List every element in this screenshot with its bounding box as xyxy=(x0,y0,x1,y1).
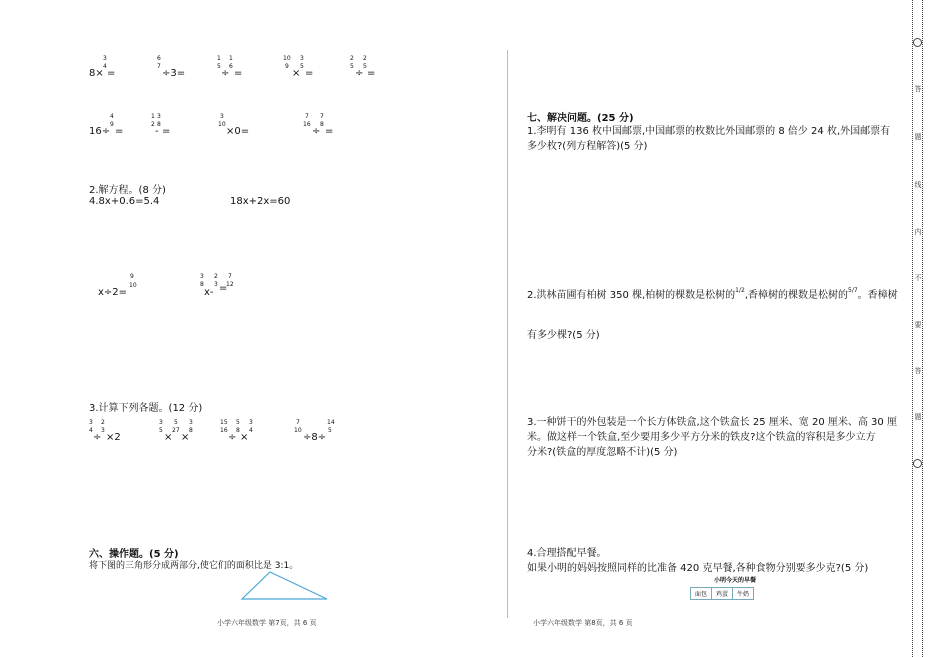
frac-num: 6 xyxy=(157,55,161,62)
frac-den: 16 xyxy=(303,121,311,128)
frac-num: 14 xyxy=(327,419,335,426)
expr-1-post: = xyxy=(107,68,116,79)
frac-den: 3 xyxy=(214,281,218,288)
frac-num: 10 xyxy=(283,55,291,62)
frac-num: 5 xyxy=(174,419,178,426)
frac-num: 7 xyxy=(305,113,309,120)
frac-den: 4 xyxy=(249,427,253,434)
left-footer: 小学六年级数学 第7页，共 6 页 xyxy=(217,619,317,627)
frac-den: 4 xyxy=(103,63,107,70)
problem-3-line-3: 分米?(铁盒的厚度忽略不计)(5 分) xyxy=(527,447,678,458)
p2-part-2: ,香樟树的棵数是松树的 xyxy=(744,290,849,301)
problem-2-line-1 xyxy=(527,286,898,301)
frac-den: 5 xyxy=(217,63,221,70)
table-row xyxy=(691,588,754,600)
frac-den: 4 xyxy=(89,427,93,434)
problem-3-line-1: 3.一种饼干的外包装是一个长方体铁盒,这个铁盒长 25 厘米、宽 20 厘米、高 30 厘 xyxy=(527,417,897,428)
frac-den: 9 xyxy=(110,121,114,128)
binding-hole xyxy=(913,38,922,47)
frac-den: 5 xyxy=(350,63,354,70)
frac-den: 10 xyxy=(294,427,302,434)
frac-num: 3 xyxy=(249,419,253,426)
op: × xyxy=(164,432,173,443)
frac-den: 9 xyxy=(285,63,289,70)
frac-den: 5 xyxy=(363,63,367,70)
frac-num: 1 xyxy=(229,55,233,62)
problem-1-line-2: 多少枚?(列方程解答)(5 分) xyxy=(527,141,648,152)
p2-part-1: 2.洪林苗圃有柏树 350 棵,柏树的棵数是松树的 xyxy=(527,290,736,301)
equation-4-eq: = xyxy=(219,283,228,294)
op: × xyxy=(240,432,249,443)
right-footer: 小学六年级数学 第8页，共 6 页 xyxy=(533,619,633,627)
q2-title: 2.解方程。(8 分) xyxy=(89,185,166,196)
frac-den: 5 xyxy=(300,63,304,70)
frac-num: 1 xyxy=(151,113,155,120)
frac-den: 10 xyxy=(129,282,137,289)
breakfast-item: 鸡蛋 xyxy=(712,588,733,600)
op: ÷8÷ xyxy=(303,432,327,443)
page-divider xyxy=(507,50,508,618)
expr-2-post: ÷3= xyxy=(162,68,186,79)
binding-char: 不 xyxy=(914,274,922,282)
p2-frac-1: 1/2 xyxy=(735,287,745,294)
frac-den: 3 xyxy=(101,427,105,434)
problem-4-line-2: 如果小明的妈妈按照同样的比准备 420 克早餐,各种食物分别要多少克?(5 分) xyxy=(527,563,869,574)
equation-4-x: x- xyxy=(204,287,214,298)
frac-num: 3 xyxy=(189,419,193,426)
expr-4-post: = xyxy=(305,68,314,79)
frac-den: 8 xyxy=(157,121,161,128)
binding-char: 线 xyxy=(914,181,922,189)
binding-char: 要 xyxy=(914,321,922,329)
binding-char: 答 xyxy=(914,85,922,93)
op: ÷ xyxy=(228,432,237,443)
expr-1-pre: 8× xyxy=(89,68,104,79)
frac-den: 27 xyxy=(172,427,180,434)
frac-num: 2 xyxy=(101,419,105,426)
op: ÷ xyxy=(93,432,102,443)
problem-3-line-2: 米。做这样一个铁盒,至少要用多少平方分米的铁皮?这个铁盒的容积是多少立方 xyxy=(527,432,876,443)
breakfast-table xyxy=(690,587,754,600)
frac-den: 5 xyxy=(328,427,332,434)
equation-3: x÷2= xyxy=(98,287,128,298)
frac-num: 15 xyxy=(220,419,228,426)
p2-part-3: 。香樟树 xyxy=(857,290,898,301)
frac-num: 2 xyxy=(214,273,218,280)
frac-den: 7 xyxy=(157,63,161,70)
frac-num: 3 xyxy=(200,273,204,280)
frac-num: 3 xyxy=(157,113,161,120)
expr-post: ×0= xyxy=(226,126,250,137)
op: ÷ xyxy=(355,68,364,79)
frac-num: 3 xyxy=(89,419,93,426)
expr-5-post: = xyxy=(367,68,376,79)
frac-num: 3 xyxy=(103,55,107,62)
frac-num: 7 xyxy=(320,113,324,120)
frac-den: 8 xyxy=(189,427,193,434)
frac-num: 5 xyxy=(236,419,240,426)
breakfast-title: 小明今天的早餐 xyxy=(714,577,757,584)
q7-title: 七、解决问题。(25 分) xyxy=(527,113,634,124)
frac-num: 4 xyxy=(110,113,114,120)
frac-den: 10 xyxy=(218,121,226,128)
op: × xyxy=(292,68,301,79)
expr-post: = xyxy=(325,126,334,137)
expr-post: = xyxy=(115,126,124,137)
binding-line-outer xyxy=(922,0,924,657)
frac-den: 8 xyxy=(200,281,204,288)
q3-title: 3.计算下列各题。(12 分) xyxy=(89,403,203,414)
equation-1: 4.8x+0.6=5.4 xyxy=(89,196,160,207)
breakfast-item: 面包 xyxy=(691,588,712,600)
binding-char: 内 xyxy=(914,228,922,236)
frac-num: 7 xyxy=(228,273,232,280)
expr-post: = xyxy=(162,126,171,137)
frac-num: 9 xyxy=(130,273,134,280)
q6-text: 将下图的三角形分成两部分,使它们的面积比是 3:1。 xyxy=(89,561,299,571)
equation-2: 18x+2x=60 xyxy=(230,196,291,207)
frac-num: 2 xyxy=(350,55,354,62)
binding-char: 答 xyxy=(914,367,922,375)
frac-den: 12 xyxy=(226,281,234,288)
q6-title: 六、操作题。(5 分) xyxy=(89,549,179,560)
problem-2-line-2: 有多少棵?(5 分) xyxy=(527,330,600,341)
binding-char: 题 xyxy=(914,133,922,141)
op: - xyxy=(155,126,159,137)
frac-num: 3 xyxy=(300,55,304,62)
frac-num: 1 xyxy=(217,55,221,62)
op: ÷ xyxy=(221,68,230,79)
expr-3-post: = xyxy=(234,68,243,79)
op: ×2 xyxy=(106,432,121,443)
problem-1-line-1: 1.李明有 136 枚中国邮票,中国邮票的枚数比外国邮票的 8 倍少 24 枚,外国邮票有 xyxy=(527,126,891,137)
problem-4-line-1: 4.合理搭配早餐。 xyxy=(527,548,607,559)
frac-num: 7 xyxy=(296,419,300,426)
breakfast-item: 牛奶 xyxy=(733,588,754,600)
frac-den: 2 xyxy=(151,121,155,128)
binding-hole xyxy=(913,459,922,468)
expr-pre: 16÷ xyxy=(89,126,111,137)
frac-den: 8 xyxy=(236,427,240,434)
frac-den: 16 xyxy=(220,427,228,434)
op: ÷ xyxy=(312,126,321,137)
frac-den: 8 xyxy=(320,121,324,128)
frac-num: 2 xyxy=(363,55,367,62)
frac-den: 6 xyxy=(229,63,233,70)
binding-char: 题 xyxy=(914,413,922,421)
frac-num: 3 xyxy=(159,419,163,426)
frac-num: 3 xyxy=(220,113,224,120)
op: × xyxy=(181,432,190,443)
frac-den: 5 xyxy=(159,427,163,434)
triangle-figure xyxy=(240,570,335,602)
p2-frac-2: 5/7 xyxy=(848,287,858,294)
